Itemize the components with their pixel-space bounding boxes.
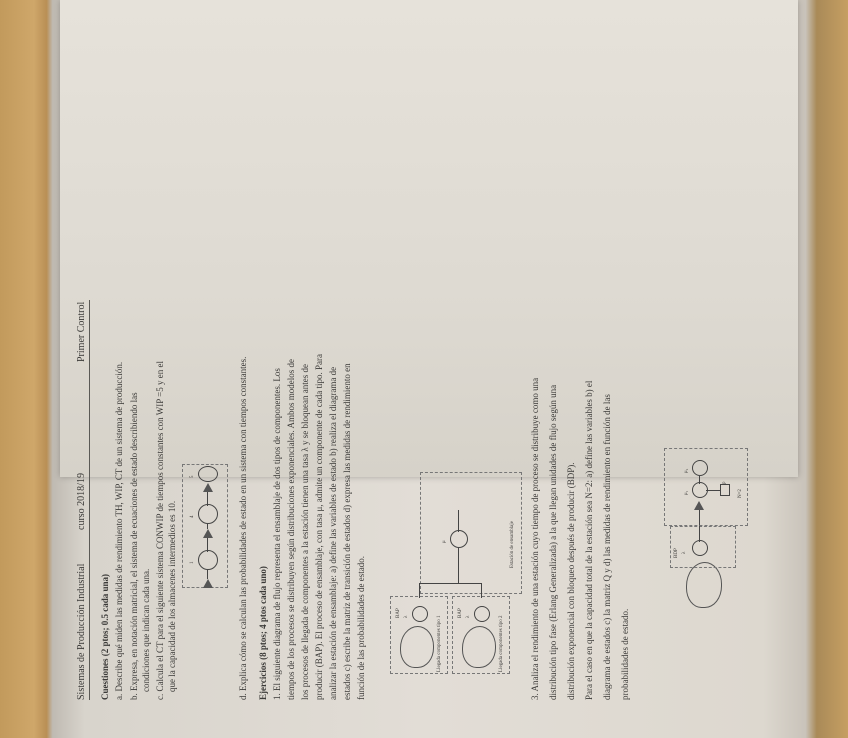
phase-1-mu: μ₁ [684,490,689,495]
assembly-caption: Estación de ensamblaje [510,521,515,568]
exercise-1-line6: estados c) escribe la matriz de transición de estados d) expresa las medidas de rendimiento en [342,363,352,700]
academic-year: curso 2018/19 [76,473,87,530]
arrival-server-icon [692,540,708,556]
station-4-icon [198,504,218,524]
phase-2-mu: μ₂ [684,468,689,473]
exam-title: Primer Control [76,301,87,362]
arrival-type2-caption: Llegada componentes tipo 2 [499,615,504,672]
arrival-type2-bap: BAP [458,608,463,618]
exercise-3-line5: diagrama de estados c) la matriz Q y d) las medidas de rendimiento en función de las [602,394,612,700]
arrival-type2-lambda: λ [466,615,471,618]
station-4-label: 4 [190,515,195,518]
question-a: a. Describe qué miden las medidas de rendimiento TH, WIP, CT de un sistema de producción. [114,361,124,700]
question-d: d. Explica cómo se calculan las probabilidades de estado en un sistema con tiempos constantes. [238,356,248,700]
assembly-mu: μ [442,540,447,543]
flow-line [207,570,208,579]
station-1-label: 1 [190,561,195,564]
exercise-1-line1: 1. El siguiente diagrama de flujo representa el ensamblaje de dos tipos de componentes. Los [272,368,282,700]
ejercicios-heading: Ejercicios (8 ptos; 4 ptos cada uno) [258,566,268,700]
exercise-1-line3: los procesos de llegada de componentes a la estación tienen una tasa λ y se bloquean antes de [300,364,310,700]
buffer-4-icon [203,529,213,538]
branch-line [706,490,720,491]
flow-line [207,538,208,552]
flow-line [207,492,208,506]
arrival-type2-cloud [462,626,496,668]
arrival-lambda-label: λ [682,551,687,554]
arrival-type1-bap: BAP [396,608,401,618]
question-c-line2: que la capacidad de los almacenes intermedios es 10. [167,500,177,692]
arrival-type1-lambda: λ [404,615,409,618]
exam-sheet [60,0,798,700]
arrival-bdp-label: BDP [674,548,679,558]
exercise-3-line2: distribución tipo fase (Erlang Generalizada) a la que llegan unidades de flujo según una [548,384,558,700]
arrival-type2-server-icon [474,606,490,622]
flow-line [458,510,459,532]
branch-p-label: p [722,481,727,484]
arrival-cloud [686,562,722,608]
rotated-page [60,261,798,738]
exercise-1-line4: producir (BAP). El proceso de ensamblaje, con tasa μ, admite un componente de cada tipo. Para [314,354,324,700]
station-1-icon [198,550,218,570]
exercise-3-line6: probabilidades de estado. [620,608,630,700]
exercise-1-line5: analizar la estación de ensamblaje: a) define las variables de estado b) realiza el diagrama de [328,366,338,700]
flow-line [481,584,482,598]
capacity-label: N=2 [738,489,743,498]
flow-line [458,548,459,584]
assembly-server-icon [450,530,468,548]
station-5-label: 5 [190,475,195,478]
arrival-type1-cloud [400,626,434,668]
arrival-type1-server-icon [412,606,428,622]
exercise-3-line1: 3. Analiza el rendimiento de una estación cuyo tiempo de proceso se distribuye como una [530,377,540,700]
flow-line [207,524,208,529]
exercise-3-line4: Para el caso en que la capacidad total de la estación sea N=2: a) define las variables b) el [584,380,594,700]
phase-2-server-icon [692,460,708,476]
question-b-line2: condiciones que indican cada una. [141,568,151,692]
header-rule [89,300,90,700]
exercise-1-line2: tiempos de los procesos se distribuyen según distribuciones exponenciales. Ambos modelos de [286,359,296,700]
cuestiones-heading: Cuestiones (2 ptos; 0.5 cada una) [100,573,110,700]
buffer-5-icon [203,483,213,492]
merge-line [419,583,482,584]
branch-p-box [720,481,730,496]
course-title: Sistemas de Producción Industrial [76,563,87,700]
exercise-1-line7: función de las probabilidades de estado. [356,556,366,700]
question-c-line1: c. Calcula el CT para el siguiente sistema CONWIP de tiempos constantes con WIP =5 y en el [155,361,165,700]
flow-line [699,476,700,484]
question-b-line1: b. Expresa, en notación matricial, el sistema de ecuaciones de estado describiendo las [129,392,139,700]
buffer-1-icon [203,579,213,588]
buffer-icon [694,501,704,510]
flow-line [419,584,420,598]
arrival-type1-caption: Llegada componentes tipo 1 [437,615,442,672]
station-5-icon [198,466,218,482]
exercise-3-line3: distribución exponencial con bloqueo después de producir (BDP). [566,462,576,700]
assembly-station-box [420,472,522,594]
